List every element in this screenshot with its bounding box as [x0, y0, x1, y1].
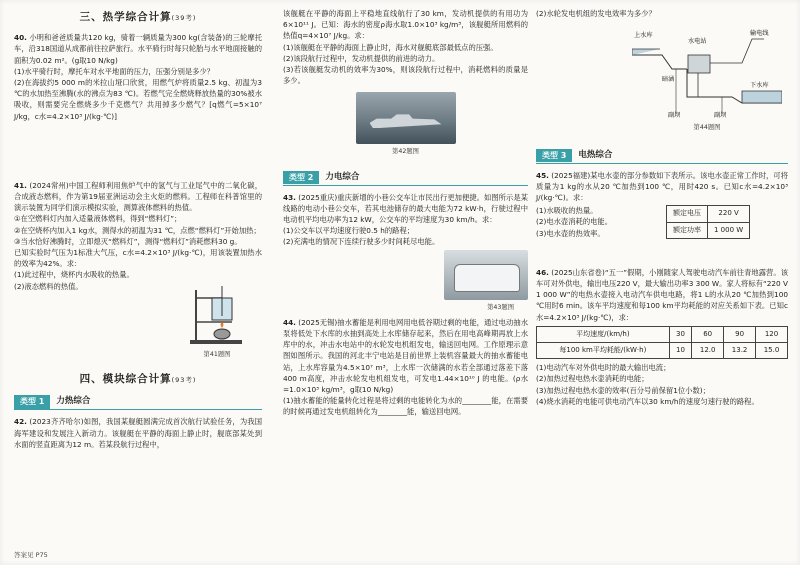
section-title-module: 四、模块综合计算(93考) — [79, 373, 197, 386]
column-right — [536, 8, 788, 413]
type-bar-1: 类型 1 力热综合 — [14, 394, 262, 410]
pumped-storage-diagram-icon — [632, 25, 782, 119]
question-42-cont: 该舰艇在平静的海面上平稳地直线航行了30 km，发动机提供的有用功为6×10¹¹ J。已知：海水的密度ρ海水取1.0×10³ kg/m³，该舰艇所用燃料的热值q=4×10⁷ J/kg。求： (1)该舰艇在平静的海面上静止时，海水对舰艇底部最低点的压强。 (2)该段航行过程中，发动机提供的前进的动力。 (3)若该舰艇发动机的效率为30%，则该段航行过程中，消耗燃料的质量是多少。 — [283, 9, 528, 86]
label-tunnel: 暗涵 — [662, 76, 675, 84]
label-upper-reservoir: 上水库 — [634, 32, 653, 40]
table-row: 平均速度/(km/h) 30 60 90 120 — [537, 326, 788, 342]
speed-energy-table — [536, 326, 788, 359]
question-44-part2: (2)水轮发电机组的发电效率为多少？ — [536, 9, 656, 18]
table-row: 每100 km平均耗能/(kW·h) 10 12.0 13.2 15.0 — [537, 343, 788, 359]
table-row: 额定电压 220 V — [667, 206, 750, 222]
label-dam-a: 副坝 — [668, 112, 681, 120]
column-left — [14, 8, 262, 456]
label-dam-b: 副坝 — [714, 112, 727, 120]
section-title-thermal: 三、热学综合计算(39考) — [79, 11, 197, 23]
question-46: 46. (2025山东省卷)“五一”假期，小刚随家人驾驶电动汽车前往青地露营。该车可对外供电，输出电压220 V，最大输出功率3 300 W。家人将标有“220 V 1 000 W”的电热水壶接入电动汽车供电电路，将1 L的水从20 ℃加热到100 ℃用时6 min。该车平均速度和每100 km平均耗能的对应关系如下表。已知c水=4.2×10³ J/(kg·℃)，求： 平均速度/(km/h) 30 60 90 120 每100 km平均耗能/(kW·h) 10 12.0 13.2 15.0 (1)电动汽车对外供电时的最大输出电流； (2)加热过程电热水壶消耗的电能； (3)加热过程电热水壶的效率(百分号前保留1位小数)； (4)烧水消耗的电能可供电动汽车以30 km/h的速度匀速行驶的路程。 — [536, 267, 788, 406]
table-row: 额定功率 1 000 W — [667, 222, 750, 238]
question-42: 42. (2023齐齐哈尔)如图，我国某舰艇圆满完成首次航行试验任务，为我国海军建设和发展注入新动力。该舰艇在平静的海面上静止时，舰底部某处到水面的竖直距离为12 m。若某段航行过程中， — [14, 417, 262, 449]
question-44: 44. (2025无锡)抽水蓄能是利用电网用电低谷期过剩的电能，通过电动抽水泵将低处下水库的水抽到高处上水库储存起来，然后在用电高峰期再放上水库中的水，冲击水电站中的水轮发电机组发电，输送回电网。工作原理示意图如图所示。我国的河北丰宁电站是目前世界上装机容量最大的抽水蓄能电站，上水库容量为4.5×10⁷ m³，上水库一次储满的水若全部通过落差下落400 m高度，冲击水轮发电机组发电，可发电1.44×10¹⁰ J 的电能。(ρ水=1.0×10³ kg/m³，g取10 N/kg) (1)抽水蓄能的能量转化过程是将过剩的电能转化为水的________能，在需要的时候再通过发电机组转化为________能，输送回电网。 — [283, 317, 528, 417]
label-powerline: 输电线 — [750, 30, 769, 38]
question-41: 41. (2024常州)中国工程师利用焦炉气中的氢气与工业尾气中的二氧化碳，合成液态燃料，作为第19届亚洲运动会主火炬的燃料。工程师在科普馆里的演示装置为同学们演示模拟实验，测算液体燃料的热值。 ①在空燃料灯内加入适量液体燃料，得到“燃料灯”； ②在空烧杯内加入1 kg水，测得水的初温为31 ℃，点燃“燃料灯”开始加热； ③当水恰好沸腾时，立即熄灭“燃料灯”，测得“燃料灯”消耗燃料30 g。 已知实验时气压为1标准大气压，c水=4.2×10³ J/(kg·℃)，用该装置加热水的效率为42%。求： (1)此过程中，烧杯内水吸收的热量。 (2)液态燃料的热值。 — [14, 180, 262, 291]
figure-43: 第43题图 — [283, 250, 528, 313]
type-bar-3: 类型 3 电热综合 — [536, 148, 788, 164]
figure-41: 第41题图 — [182, 284, 252, 360]
type-bar-2: 类型 2 力电综合 — [283, 170, 528, 186]
figure-44: 上水库 水电站 输电线 下水库 暗涵 副坝 副坝 第44题图 — [632, 25, 782, 133]
answer-footer: 答案见 P75 — [14, 551, 48, 559]
question-45: 45. (2025福建)某电水壶的部分参数如下表所示。该电水壶正常工作时，可将质量为1 kg的水从20 ℃加热到100 ℃，用时420 s。已知c水=4.2×10³ J/(kg·℃)。求： (1)水吸收的热量。 (2)电水壶消耗的电能。 (3)电水壶的热效率。 额定电压 220 V 额定功率 1 000 W — [536, 170, 788, 238]
lab-stand-icon — [182, 284, 252, 346]
question-43: 43. (2025重庆)重庆新增的小巷公交车让市民出行更加便捷。如图所示是某线路的电动小巷公交车，若其电池储存的最大电能为72 kW·h，行驶过程中电动机平均电功率为12 kW，公交车的平均速度为30 km/h。求： (1)公交车以平均速度行驶0.5 h的路程； (2)充满电的情况下连续行驶多少时间耗尽电能。 — [283, 192, 528, 247]
label-station: 水电站 — [688, 38, 707, 46]
label-lower-reservoir: 下水库 — [750, 82, 769, 90]
column-middle — [283, 8, 528, 424]
question-40: 40. 小明和爸爸质量共120 kg，骑着一辆质量为300 kg(含装备)的三轮摩托车，沿318国道从成都前往拉萨旅行。水平骑行时每只轮胎与水平地面接触的面积为0.02 m²。(g取10 N/kg) (1)水平骑行时，摩托车对水平地面的压力，压强分别是多少？ (2)在海拔约5 000 m的米拉山垭口欣赏，用燃气炉将质量2.5 kg、初温为3 ℃的水加热至沸腾(水的沸点为83 ℃)。若燃气完全燃烧释放热量的30%被水吸收，则需要完全燃烧多少千克燃气？共用掉多少燃气？[q燃气=5×10⁷ J/kg，c水=4.2×10³ J/(kg·℃)] — [14, 33, 262, 121]
warship-image — [356, 92, 456, 144]
kettle-spec-table — [666, 205, 750, 239]
bus-image — [444, 250, 528, 300]
figure-42: 第42题图 — [283, 92, 528, 157]
